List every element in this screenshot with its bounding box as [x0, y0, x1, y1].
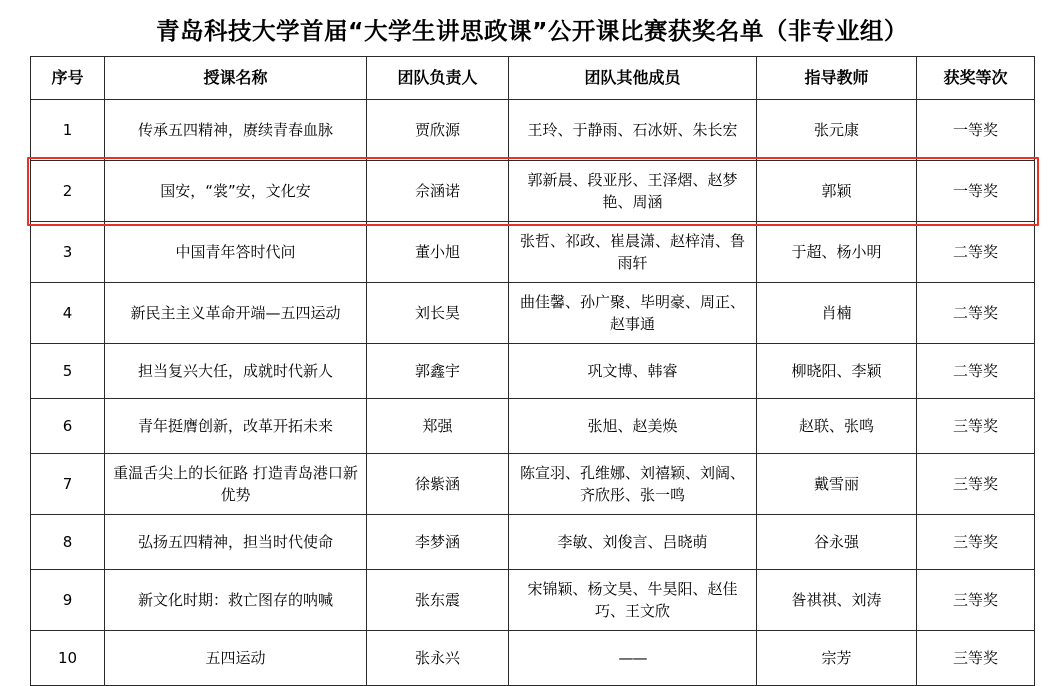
table-header — [31, 57, 1035, 100]
cell-leader: 张东震 — [367, 570, 509, 631]
cell-members: 张哲、祁政、崔晨潇、赵梓清、鲁雨轩 — [509, 222, 757, 283]
cell-level: 三等奖 — [917, 631, 1035, 686]
table-row — [31, 399, 1035, 454]
cell-teacher: 宗芳 — [757, 631, 917, 686]
cell-members: 张旭、赵美焕 — [509, 399, 757, 454]
cell-level: 二等奖 — [917, 222, 1035, 283]
cell-members: 李敏、刘俊言、吕晓萌 — [509, 515, 757, 570]
table-row — [31, 100, 1035, 161]
cell-index: 4 — [31, 283, 105, 344]
cell-teacher: 郭颖 — [757, 161, 917, 222]
cell-leader: 刘长昊 — [367, 283, 509, 344]
cell-level: 三等奖 — [917, 399, 1035, 454]
cell-level: 三等奖 — [917, 454, 1035, 515]
cell-teacher: 赵联、张鸣 — [757, 399, 917, 454]
cell-leader: 佘涵诺 — [367, 161, 509, 222]
cell-index: 6 — [31, 399, 105, 454]
cell-teacher: 于超、杨小明 — [757, 222, 917, 283]
column-header-members: 团队其他成员 — [509, 57, 757, 100]
cell-level: 三等奖 — [917, 515, 1035, 570]
table-row — [31, 570, 1035, 631]
cell-teacher: 戴雪丽 — [757, 454, 917, 515]
cell-index: 2 — [31, 161, 105, 222]
cell-index: 7 — [31, 454, 105, 515]
table-row — [31, 515, 1035, 570]
cell-members: 曲佳馨、孙广聚、毕明豪、周正、赵事通 — [509, 283, 757, 344]
table-header-row — [31, 57, 1035, 100]
table-row — [31, 283, 1035, 344]
page-title: 青岛科技大学首届“大学生讲思政课”公开课比赛获奖名单（非专业组） — [156, 17, 908, 45]
column-header-level: 获奖等次 — [917, 57, 1035, 100]
cell-members: 巩文博、韩睿 — [509, 344, 757, 399]
cell-teacher: 肖楠 — [757, 283, 917, 344]
column-header-index: 序号 — [31, 57, 105, 100]
cell-course: 担当复兴大任，成就时代新人 — [105, 344, 367, 399]
cell-leader: 徐紫涵 — [367, 454, 509, 515]
cell-members: 陈宣羽、孔维娜、刘禧颖、刘阔、齐欣彤、张一鸣 — [509, 454, 757, 515]
cell-leader: 贾欣源 — [367, 100, 509, 161]
cell-index: 8 — [31, 515, 105, 570]
cell-course: 弘扬五四精神，担当时代使命 — [105, 515, 367, 570]
table-row — [31, 631, 1035, 686]
cell-level: 一等奖 — [917, 100, 1035, 161]
cell-teacher: 柳晓阳、李颖 — [757, 344, 917, 399]
cell-leader: 郭鑫宇 — [367, 344, 509, 399]
cell-course: 传承五四精神，赓续青春血脉 — [105, 100, 367, 161]
cell-level: 三等奖 — [917, 570, 1035, 631]
cell-level: 一等奖 — [917, 161, 1035, 222]
cell-course: 国安，“裳”安，文化安 — [105, 161, 367, 222]
cell-course: 重温舌尖上的长征路 打造青岛港口新优势 — [105, 454, 367, 515]
table-row — [31, 454, 1035, 515]
cell-index: 9 — [31, 570, 105, 631]
cell-index: 10 — [31, 631, 105, 686]
cell-course: 五四运动 — [105, 631, 367, 686]
cell-leader: 李梦涵 — [367, 515, 509, 570]
table-row — [31, 222, 1035, 283]
award-table-container — [0, 56, 1064, 686]
cell-level: 二等奖 — [917, 283, 1035, 344]
cell-leader: 郑强 — [367, 399, 509, 454]
cell-leader: 董小旭 — [367, 222, 509, 283]
cell-index: 5 — [31, 344, 105, 399]
cell-course: 新文化时期：救亡图存的呐喊 — [105, 570, 367, 631]
cell-teacher: 张元康 — [757, 100, 917, 161]
cell-members: —— — [509, 631, 757, 686]
cell-teacher: 谷永强 — [757, 515, 917, 570]
column-header-teacher: 指导教师 — [757, 57, 917, 100]
column-header-leader: 团队负责人 — [367, 57, 509, 100]
cell-level: 二等奖 — [917, 344, 1035, 399]
cell-course: 中国青年答时代问 — [105, 222, 367, 283]
cell-members: 宋锦颖、杨文昊、牛昊阳、赵佳巧、王文欣 — [509, 570, 757, 631]
table-row — [31, 344, 1035, 399]
award-table — [30, 56, 1035, 686]
cell-members: 王玲、于静雨、石冰妍、朱长宏 — [509, 100, 757, 161]
cell-index: 1 — [31, 100, 105, 161]
table-row-highlighted — [31, 161, 1035, 222]
cell-course: 青年挺膺创新，改革开拓未来 — [105, 399, 367, 454]
cell-index: 3 — [31, 222, 105, 283]
cell-members: 郭新晨、段亚彤、王泽熠、赵梦艳、周涵 — [509, 161, 757, 222]
cell-leader: 张永兴 — [367, 631, 509, 686]
cell-teacher: 昝祺祺、刘涛 — [757, 570, 917, 631]
cell-course: 新民主主义革命开端—五四运动 — [105, 283, 367, 344]
column-header-course: 授课名称 — [105, 57, 367, 100]
